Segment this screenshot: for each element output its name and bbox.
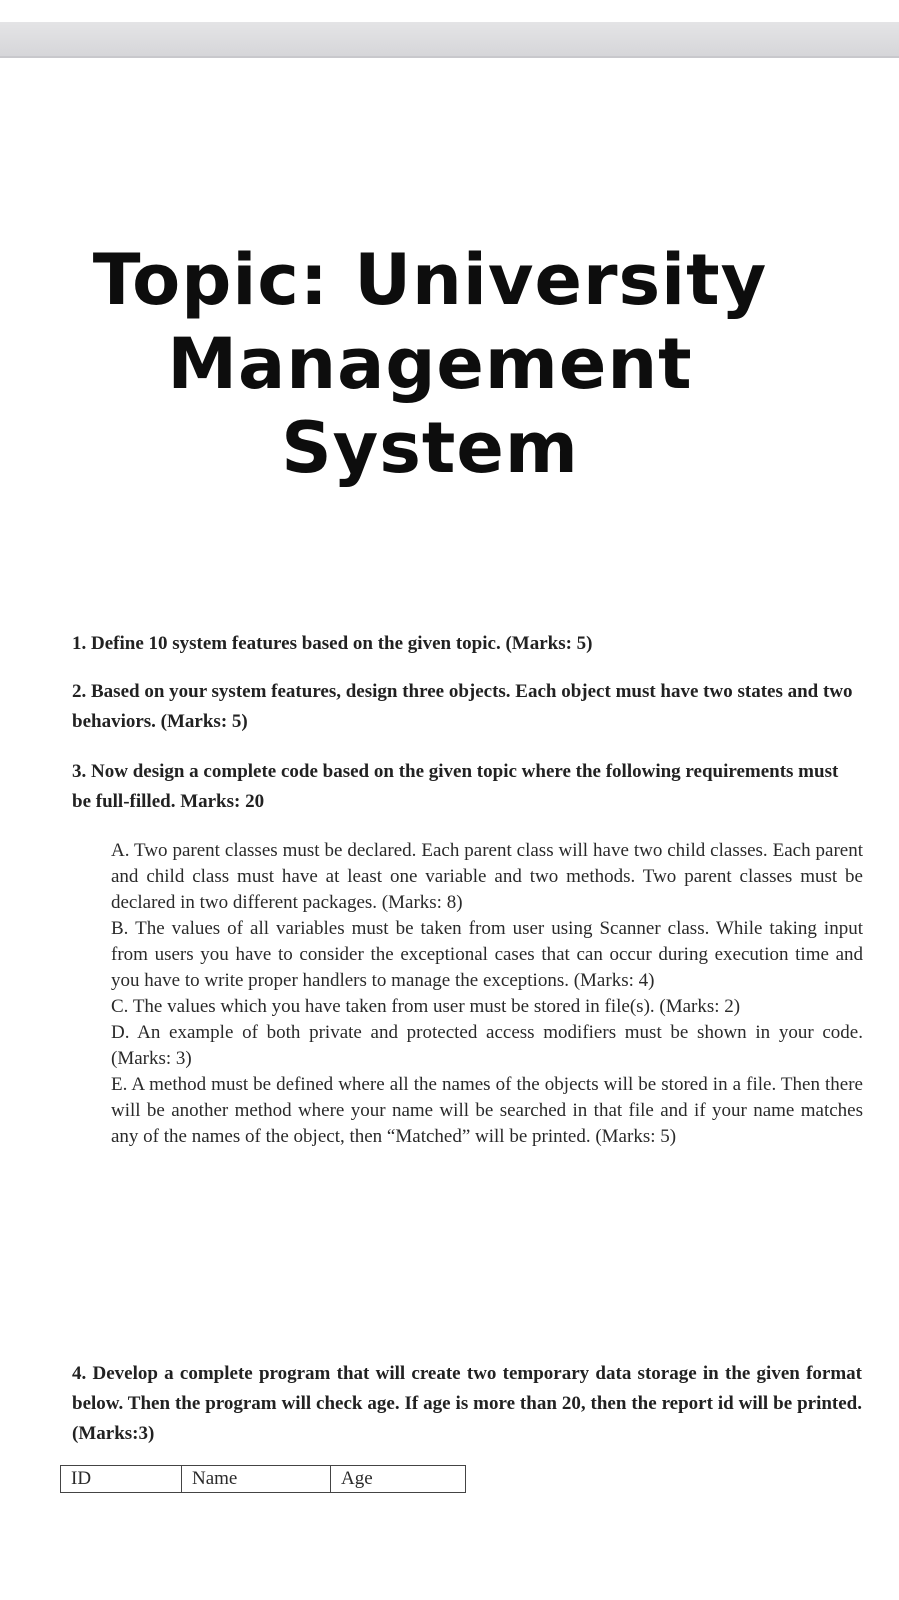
- top-bar: [0, 22, 899, 58]
- question-3: 3. Now design a complete code based on the given topic where the following requirements must be full-filled. Marks: 20: [72, 761, 839, 812]
- title-line-3: System: [281, 407, 579, 489]
- column-header-age: Age: [331, 1466, 466, 1493]
- title-line-1: Topic: University: [92, 239, 768, 321]
- question-4: 4. Develop a complete program that will create two temporary data storage in the given format below. Then the program will check age. If age is more than 20, then the report id will be printed. (Marks:3): [72, 1363, 862, 1444]
- question-3-requirements: [111, 838, 863, 1150]
- title-line-2: Management: [167, 323, 693, 405]
- table-header-row: [61, 1466, 466, 1493]
- page-title: [0, 238, 860, 490]
- requirement-d: D. An example of both private and protected access modifiers must be shown in your code. (Marks: 3): [111, 1022, 863, 1069]
- data-format-table: [60, 1465, 466, 1493]
- requirement-b: B. The values of all variables must be taken from user using Scanner class. While taking input from users you have to consider the exceptional cases that can occur during execution time and you have to write proper handlers to manage the exceptions. (Marks: 4): [111, 918, 863, 991]
- requirement-a: A. Two parent classes must be declared. Each parent class will have two child classes. Each parent and child class must have at least one variable and two methods. Two parent classes must be declared in two different packages. (Marks: 8): [111, 840, 863, 913]
- column-header-id: ID: [61, 1466, 182, 1493]
- question-1: 1. Define 10 system features based on the given topic. (Marks: 5): [72, 633, 593, 654]
- column-header-name: Name: [182, 1466, 331, 1493]
- requirement-c: C. The values which you have taken from user must be stored in file(s). (Marks: 2): [111, 996, 741, 1017]
- question-2: 2. Based on your system features, design three objects. Each object must have two states and two behaviors. (Marks: 5): [72, 681, 853, 732]
- requirement-e: E. A method must be defined where all the names of the objects will be stored in a file. Then there will be another method where your name will be searched in that file and if your name matches any of the names of the object, then “Matched” will be printed. (Marks: 5): [111, 1074, 863, 1147]
